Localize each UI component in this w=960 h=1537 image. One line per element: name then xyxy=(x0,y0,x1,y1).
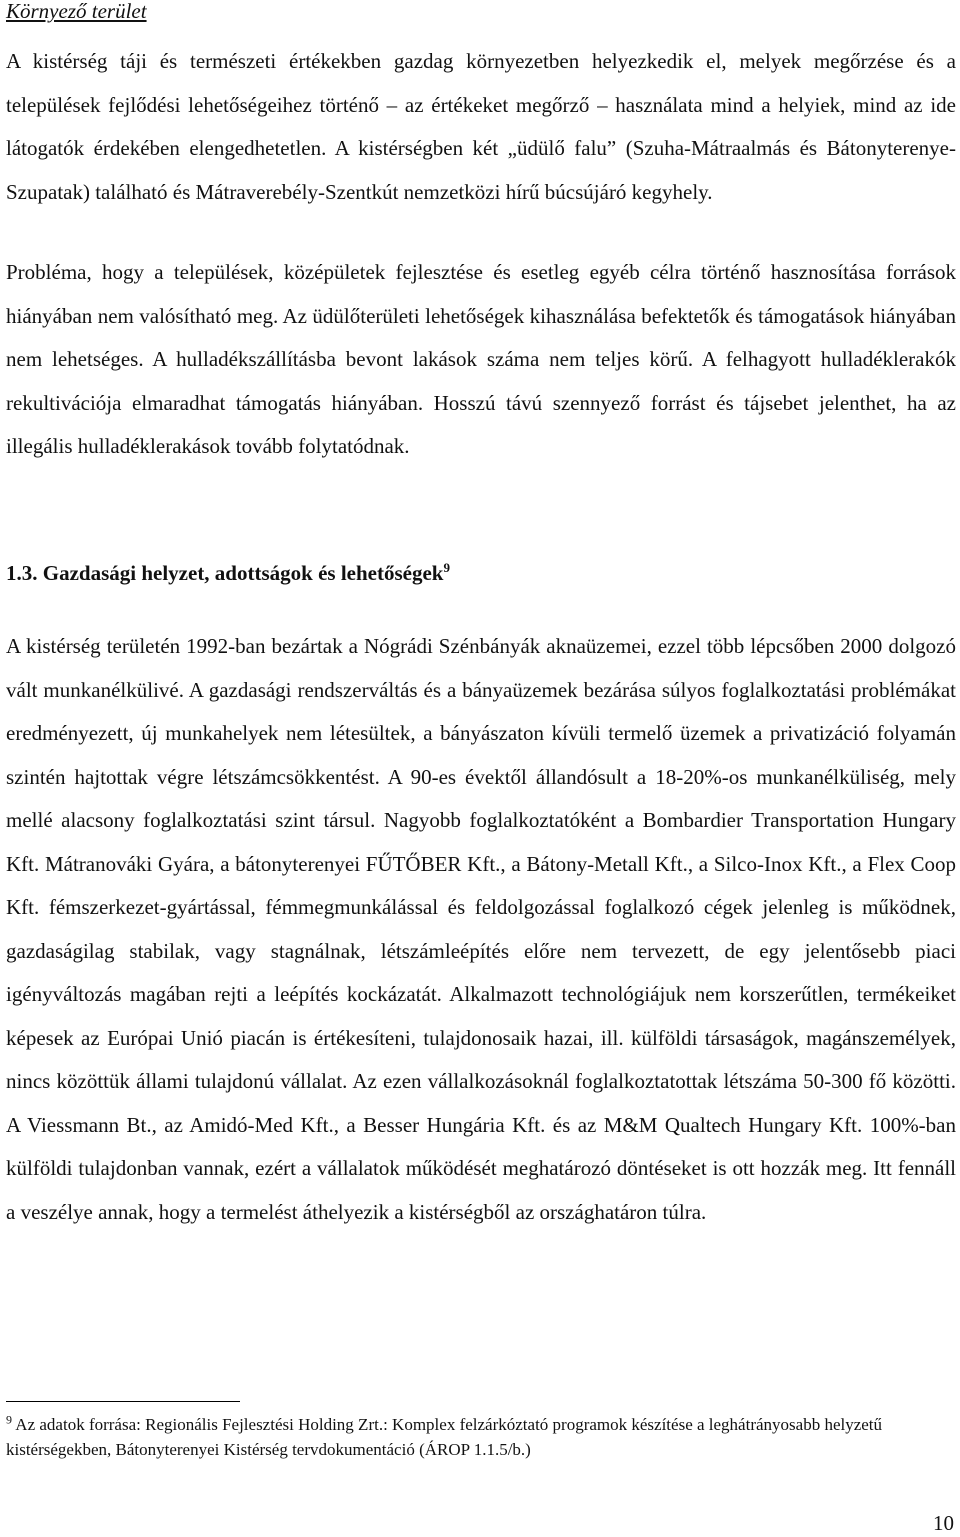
footnote-number: 9 xyxy=(6,1412,12,1427)
footnote-divider xyxy=(6,1401,240,1402)
economic-situation-heading xyxy=(6,558,450,588)
footnote-text: Az adatok forrása: Regionális Fejlesztési Holding Zrt.: Komplex felzárkóztató programok készítése a leghátrányosabb helyzetű kistérségekben, Bátonyterenyei Kistérség tervdokumentáció (ÁROP 1.1.5/b.) xyxy=(6,1415,883,1459)
heading-text: 1.3. Gazdasági helyzet, adottságok és lehetőségek xyxy=(6,561,444,585)
paragraph-problems: Probléma, hogy a települések, középületek fejlesztése és esetleg egyéb célra történő hasznosítása források hiányában nem valósítható meg. Az üdülőterületi lehetőségek kihasználása befektetők és támogatások hiányában nem lehetséges. A hulladékszállításba bevont lakások száma nem teljes körű. A felhagyott hulladéklerakók rekultivációja elmaradhat támogatás hiányában. Hosszú távú szennyező forrást és tájsebet jelenthet, ha az illegális hulladéklerakások tovább folytatódnak. xyxy=(6,260,956,458)
footnote xyxy=(6,1412,946,1462)
paragraph-economy: A kistérség területén 1992-ban bezártak a Nógrádi Szénbányák aknaüzemei, ezzel több lépcsőben 2000 dolgozó vált munkanélkülivé. A gazdasági rendszerváltás és a bányaüzemek bezárása súlyos foglalkoztatási problémákat eredményezett, új munkahelyek nem létesültek, a bányászaton kívüli termelő üzemek a privatizáció folyamán szintén hajtottak végre létszámcsökkentést. A 90-es évektől állandósult a 18-20%-os munkanélküliség, mely mellé alacsony foglalkoztatási szint társul. Nagyobb foglalkoztatóként a Bombardier Transportation Hungary Kft. Mátranováki Gyára, a bátonyterenyei FŰTŐBER Kft., a Bátony-Metall Kft., a Silco-Inox Kft., a Flex Coop Kft. fémszerkezet-gyártással, fémmegmunkálással és feldolgozással foglalkozó cégek jelenleg is működnek, gazdaságilag stabilak, vagy stagnálnak, létszámleépítés előre nem tervezett, de egy jelentősebb piaci igényváltozás magában rejti a leépítés kockázatát. Alkalmazott technológiájuk nem korszerűtlen, termékeiket képesek az Európai Unió piacán is értékesíteni, tulajdonosaik hazai, ill. külföldi társaságok, magánszemélyek, nincs közöttük állami tulajdonú vállalat. Az ezen vállalkozásoknál foglalkoztatottak létszáma 50-300 fő közötti. A Viessmann Bt., az Amidó-Med Kft., a Besser Hungária Kft. és az M&M Qualtech Hungary Kft. 100%-ban külföldi tulajdonban vannak, ezért a vállalatok működését meghatározó döntéseket is ott hozzák meg. Itt fennáll a veszélye annak, hogy a termelést áthelyezik a kistérségből az országhatáron túlra. xyxy=(6,634,956,1224)
paragraph-environment: A kistérség táji és természeti értékekben gazdag környezetben helyezkedik el, melyek megőrzése és a települések fejlődési lehetőségeihez történő – az értékeket megőrző – használata mind a helyiek, mind az ide látogatók érdekében elengedhetetlen. A kistérségben két „üdülő falu” (Szuha-Mátraalmás és Bátonyterenye-Szupatak) található és Mátraverebély-Szentkút nemzetközi hírű búcsújáró kegyhely. xyxy=(6,49,956,204)
page-number: 10 xyxy=(933,1511,954,1535)
section-title: Környező terület xyxy=(6,0,147,23)
footnote-reference[interactable]: 9 xyxy=(443,560,450,575)
